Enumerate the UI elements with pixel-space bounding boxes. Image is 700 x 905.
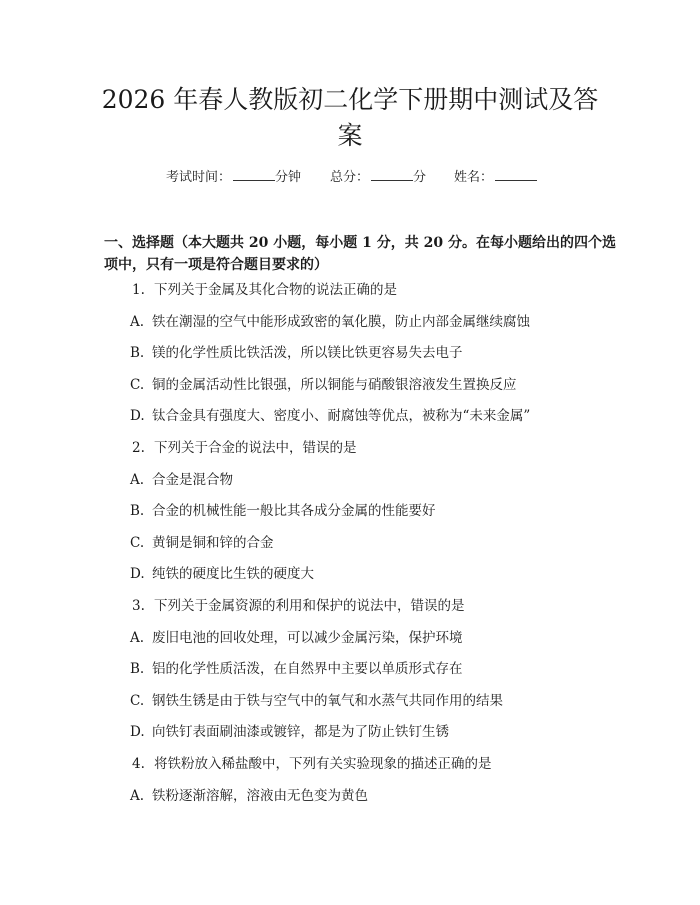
option-text: 钢铁生锈是由于铁与空气中的氧气和水蒸气共同作用的结果 xyxy=(152,692,503,709)
option-letter: B. xyxy=(130,345,145,362)
section-heading xyxy=(104,232,624,276)
question-stem xyxy=(132,755,492,773)
answer-option xyxy=(130,692,503,710)
option-letter: D. xyxy=(130,724,145,741)
option-letter: C. xyxy=(130,692,145,709)
option-letter: D. xyxy=(130,408,145,425)
question-number: 3. xyxy=(132,598,145,614)
option-text: 钛合金具有强度大、密度小、耐腐蚀等优点，被称为“未来金属” xyxy=(152,408,531,425)
section-heading-line-2: 项中，只有一项是符合题目要求的） xyxy=(104,257,328,273)
option-text: 铜的金属活动性比银强，所以铜能与硝酸银溶液发生置换反应 xyxy=(152,376,517,393)
option-text: 向铁钉表面刷油漆或镀锌，都是为了防止铁钉生锈 xyxy=(152,724,449,741)
page-title xyxy=(60,82,640,154)
option-text: 铝的化学性质活泼，在自然界中主要以单质形式存在 xyxy=(152,661,463,678)
answer-option xyxy=(130,534,274,552)
score-field xyxy=(330,168,426,187)
answer-option xyxy=(130,471,233,489)
title-line-1: 2026 年春人教版初二化学下册期中测试及答 xyxy=(101,85,599,114)
option-text: 合金是混合物 xyxy=(152,471,233,488)
option-text: 纯铁的硬度比生铁的硬度大 xyxy=(152,566,314,583)
question-text: 下列关于合金的说法中，错误的是 xyxy=(154,440,357,456)
option-letter: C. xyxy=(130,376,145,393)
question-stem xyxy=(132,439,357,457)
question-number: 4. xyxy=(132,756,145,772)
answer-option xyxy=(130,344,463,362)
time-field xyxy=(166,168,301,187)
option-letter: B. xyxy=(130,503,145,520)
option-text: 铁粉逐渐溶解，溶液由无色变为黄色 xyxy=(152,787,368,804)
answer-option xyxy=(130,407,530,425)
name-label: 姓名： xyxy=(454,170,494,185)
answer-option xyxy=(130,565,314,583)
score-label: 总分： xyxy=(330,170,370,185)
title-line-2: 案 xyxy=(337,121,363,150)
score-blank xyxy=(371,168,413,181)
option-letter: A. xyxy=(130,471,145,488)
answer-option xyxy=(130,376,517,394)
option-letter: D. xyxy=(130,566,145,583)
name-field xyxy=(454,168,537,187)
section-heading-line-1: 一、选择题（本大题共 20 小题，每小题 1 分，共 20 分。在每小题给出的四个选 xyxy=(104,235,616,251)
answer-option xyxy=(130,723,449,741)
score-unit: 分 xyxy=(413,170,427,185)
time-unit: 分钟 xyxy=(275,170,302,185)
option-letter: A. xyxy=(130,629,145,646)
option-text: 铁在潮湿的空气中能形成致密的氧化膜，防止内部金属继续腐蚀 xyxy=(152,313,530,330)
answer-option xyxy=(130,629,463,647)
answer-option xyxy=(130,313,530,331)
option-letter: A. xyxy=(130,313,145,330)
question-number: 2. xyxy=(132,440,145,456)
option-letter: C. xyxy=(130,534,145,551)
option-text: 黄铜是铜和锌的合金 xyxy=(152,534,274,551)
question-stem xyxy=(132,281,397,299)
question-number: 1. xyxy=(132,282,145,298)
option-text: 合金的机械性能一般比其各成分金属的性能要好 xyxy=(152,503,436,520)
option-text: 废旧电池的回收处理，可以减少金属污染，保护环境 xyxy=(152,629,463,646)
question-text: 将铁粉放入稀盐酸中，下列有关实验现象的描述正确的是 xyxy=(154,756,492,772)
name-blank xyxy=(495,168,537,181)
answer-option xyxy=(130,787,368,805)
option-text: 镁的化学性质比铁活泼，所以镁比铁更容易失去电子 xyxy=(152,345,463,362)
question-text: 下列关于金属资源的利用和保护的说法中，错误的是 xyxy=(154,598,465,614)
answer-option xyxy=(130,660,463,678)
option-letter: B. xyxy=(130,661,145,678)
question-text: 下列关于金属及其化合物的说法正确的是 xyxy=(154,282,397,298)
answer-option xyxy=(130,502,436,520)
option-letter: A. xyxy=(130,787,145,804)
question-stem xyxy=(132,597,465,615)
time-label: 考试时间： xyxy=(166,170,232,185)
time-blank xyxy=(233,168,275,181)
